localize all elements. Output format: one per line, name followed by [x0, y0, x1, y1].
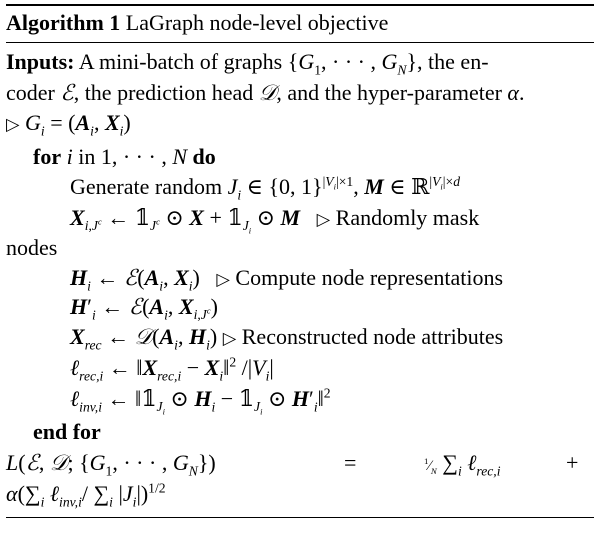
alpha-symbol: α [507, 80, 519, 105]
encode-masked-line: $H'_i$ ← $ℰ(A_i$, $X_{i,J^c}$) [70, 294, 218, 323]
comment-mask: Randomly mask [335, 205, 480, 230]
inputs-text-4: , the prediction head [73, 80, 254, 105]
comment-repr: Compute node representations [235, 265, 504, 290]
for-keyword: for [33, 144, 62, 169]
comment-triangle-icon: ▷ [6, 114, 20, 134]
algorithm-label: Algorithm 1 [6, 10, 121, 35]
inputs-line-1 [6, 49, 489, 78]
mask-line-cont [6, 237, 57, 259]
rec-loss-line: ℓ$_{rec,i}$ ← $‖X_{rec,i}$ − $X_i‖^2$ $/|V_i|$ [70, 354, 274, 384]
graph-set-math: {$G_1$, · · · , $G_N$} [287, 49, 418, 78]
algorithm-title: LaGraph node-level objective [125, 10, 389, 35]
in-text: in [78, 144, 96, 169]
generate-text: Generate random [70, 174, 223, 199]
generate-line: Generate random $J_i$ ∈ {0, 1}$^{|V_i|\times 1}$, M ∈ ℝ$^{|V_i|\times d}$ [70, 173, 461, 203]
objective-line-2: $\alpha(\sum_i$ ℓ$_{inv,i}$/ $\sum_i$ $|J_i|)^{1/2}$ [6, 480, 166, 510]
do-keyword: do [192, 144, 216, 169]
inputs-text-2: , the en- [417, 49, 489, 74]
caption-rule [6, 42, 594, 43]
inv-loss-line: ℓ$_{inv,i}$ ← $‖𝟙_{J_i}$ ⊙ $H_i$ − $𝟙_{J_i}$ ⊙ $H'_i‖^2$ [70, 385, 331, 418]
reconstruct-line: $X_{rec}$ ← $𝒟(A_i$, $H_i$) ▷ Reconstructed node attributes [70, 324, 504, 353]
mask-line: $X_{i,J^c}$ ← $𝟙_{J^c}$ ⊙ $X + 𝟙_{J_i}$ ⊙ M ▷ Randomly mask [70, 205, 480, 237]
inputs-line-2: coder ℰ, the prediction head 𝒟, and the hyper-parameter α. [6, 80, 525, 106]
algorithm-caption [6, 12, 388, 34]
inputs-text-1: A mini-batch of graphs [78, 49, 283, 74]
encode-line: $H_i$ ← $ℰ(A_i$, $X_i$) ▷ Compute node representations [70, 265, 504, 294]
end-for-keyword: end for [33, 419, 101, 444]
inputs-keyword: Inputs: [6, 49, 75, 74]
comment-triangle-icon: ▷ [316, 209, 331, 229]
comment-triangle-icon: ▷ [222, 328, 237, 348]
inputs-text-5: , and the hyper-parameter [276, 80, 502, 105]
comment-mask-cont: nodes [6, 235, 58, 260]
comment-triangle-icon: ▷ [216, 269, 230, 289]
encoder-symbol: ℰ [60, 81, 74, 106]
objective-line-1: L(ℰ, 𝒟; {$G_1$, · · · , $G_N$}) = $^1⁄_N$ $\sum_i$ ℓ$_{rec,i}$ + [6, 450, 579, 479]
graph-def-line: ▷ $G_i = (A_i$, $X_i$) [6, 110, 131, 139]
for-line: for i in 1, · · · , N do [33, 144, 216, 169]
head-symbol: 𝒟 [258, 81, 277, 106]
bottom-rule [6, 517, 594, 518]
end-for-line [33, 421, 101, 443]
inputs-text-3: coder [6, 80, 55, 105]
comment-recon: Reconstructed node attributes [241, 324, 504, 349]
top-rule [6, 4, 594, 6]
